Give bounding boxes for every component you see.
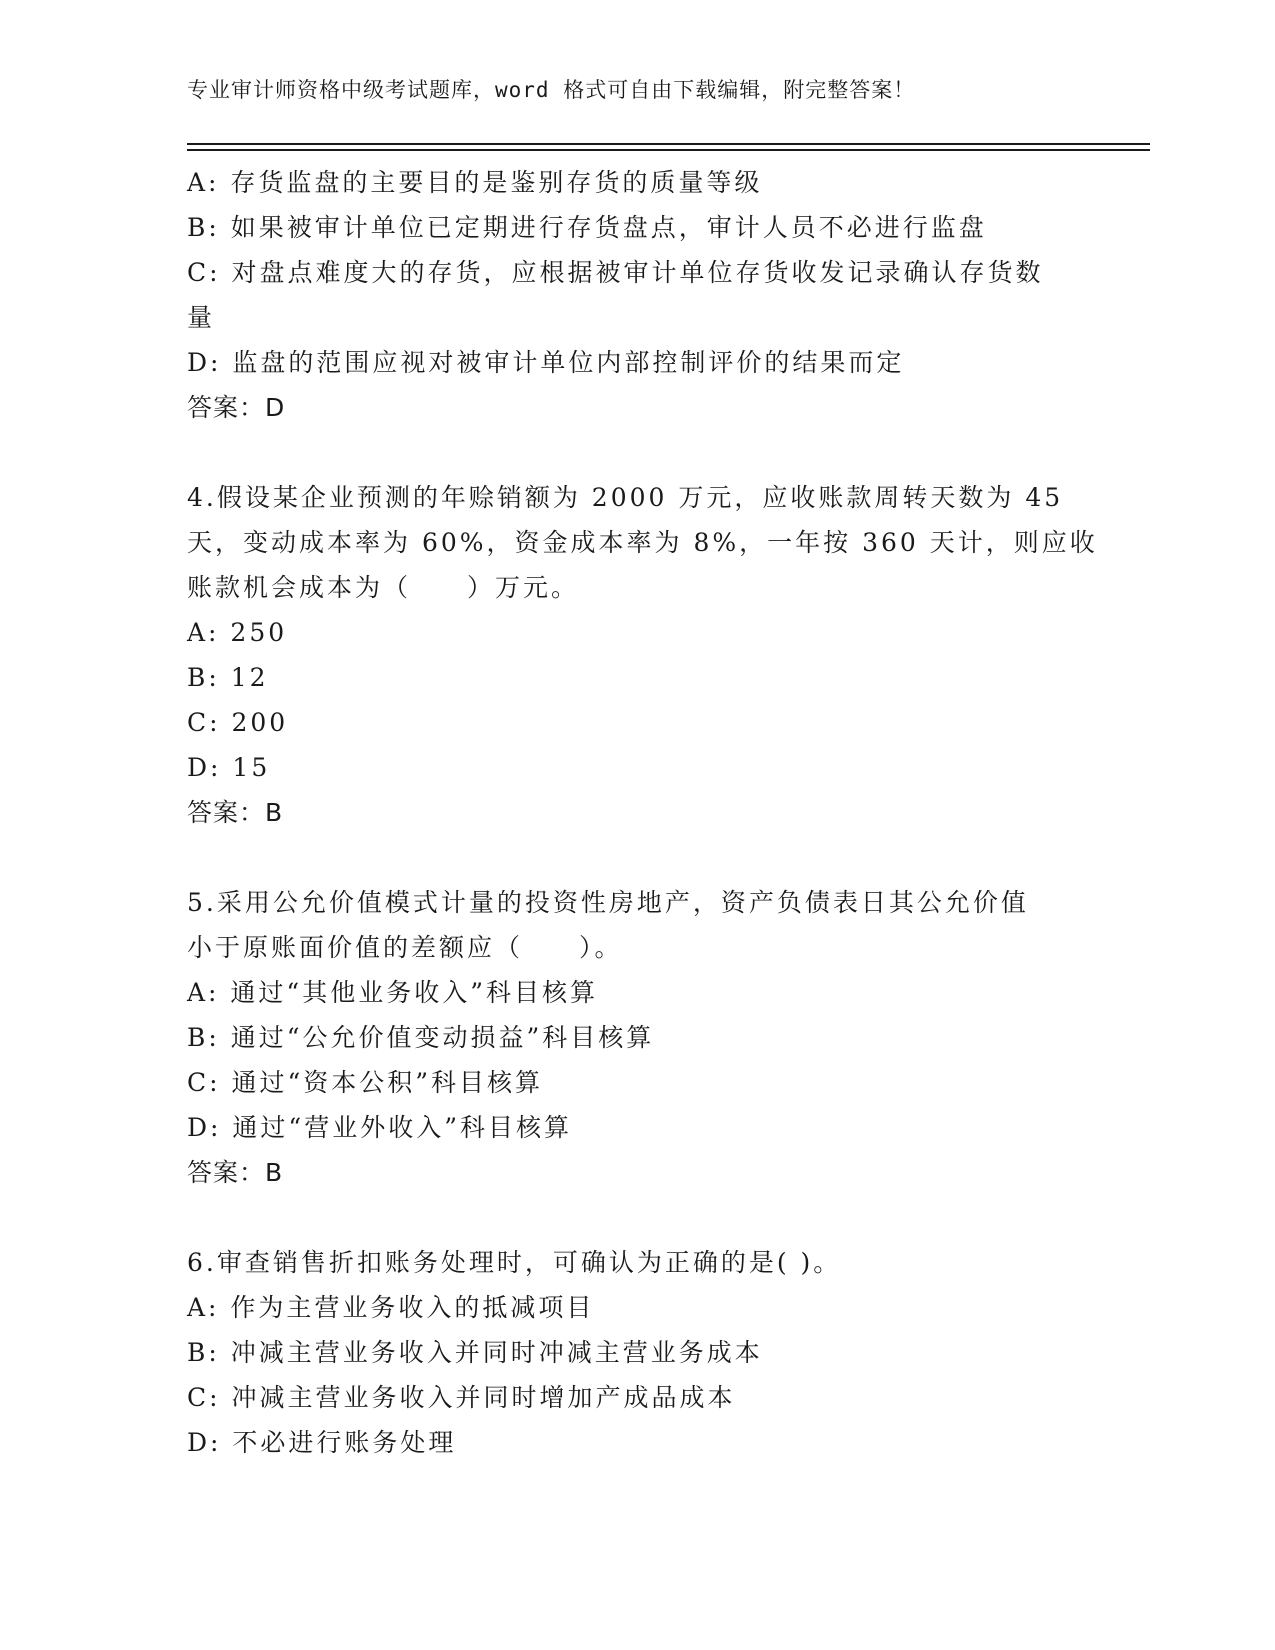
question-stem: 账款机会成本为（ ）万元。 <box>187 573 580 602</box>
question-3 <box>187 160 1087 430</box>
option-b: B: 通过“公允价值变动损益”科目核算 <box>187 1023 655 1052</box>
question-4 <box>187 475 1098 835</box>
question-stem: 4.假设某企业预测的年赊销额为 2000 万元，应收账款周转天数为 45 <box>187 483 1064 512</box>
option-d: D: 不必进行账务处理 <box>187 1428 457 1457</box>
option-d: D: 监盘的范围应视对被审计单位内部控制评价的结果而定 <box>187 348 905 377</box>
option-d: D: 通过“营业外收入”科目核算 <box>187 1113 572 1142</box>
option-c: C: 冲减主营业务收入并同时增加产成品成本 <box>187 1383 736 1412</box>
option-a: A: 250 <box>187 618 288 647</box>
option-b: B: 冲减主营业务收入并同时冲减主营业务成本 <box>187 1338 763 1367</box>
question-6 <box>187 1240 1087 1465</box>
page-header: 专业审计师资格中级考试题库，word 格式可自由下载编辑，附完整答案！ <box>187 78 916 102</box>
option-c-continued: 量 <box>187 303 216 332</box>
option-a: A: 通过“其他业务收入”科目核算 <box>187 978 598 1007</box>
question-stem: 天，变动成本率为 60%，资金成本率为 8%，一年按 360 天计，则应收 <box>187 528 1098 557</box>
option-b: B: 如果被审计单位已定期进行存货盘点，审计人员不必进行监盘 <box>187 213 987 242</box>
question-5 <box>187 880 1087 1195</box>
option-a: A: 存货监盘的主要目的是鉴别存货的质量等级 <box>187 168 763 197</box>
document-body <box>187 160 1098 1465</box>
header-rule-thick <box>187 143 1150 145</box>
option-c: C: 通过“资本公积”科目核算 <box>187 1068 544 1097</box>
option-b: B: 12 <box>187 663 269 692</box>
answer: 答案：B <box>187 798 284 827</box>
question-stem: 5.采用公允价值模式计量的投资性房地产，资产负债表日其公允价值 <box>187 888 1029 917</box>
answer: 答案：D <box>187 393 286 422</box>
question-stem: 6.审查销售折扣账务处理时，可确认为正确的是( )。 <box>187 1248 842 1277</box>
option-c: C: 对盘点难度大的存货，应根据被审计单位存货收发记录确认存货数 <box>187 258 1044 287</box>
answer: 答案：B <box>187 1158 284 1187</box>
option-c: C: 200 <box>187 708 289 737</box>
option-a: A: 作为主营业务收入的抵减项目 <box>187 1293 595 1322</box>
header-rule-thin <box>187 149 1150 151</box>
option-d: D: 15 <box>187 753 271 782</box>
question-stem: 小于原账面价值的差额应（ ）。 <box>187 933 623 962</box>
